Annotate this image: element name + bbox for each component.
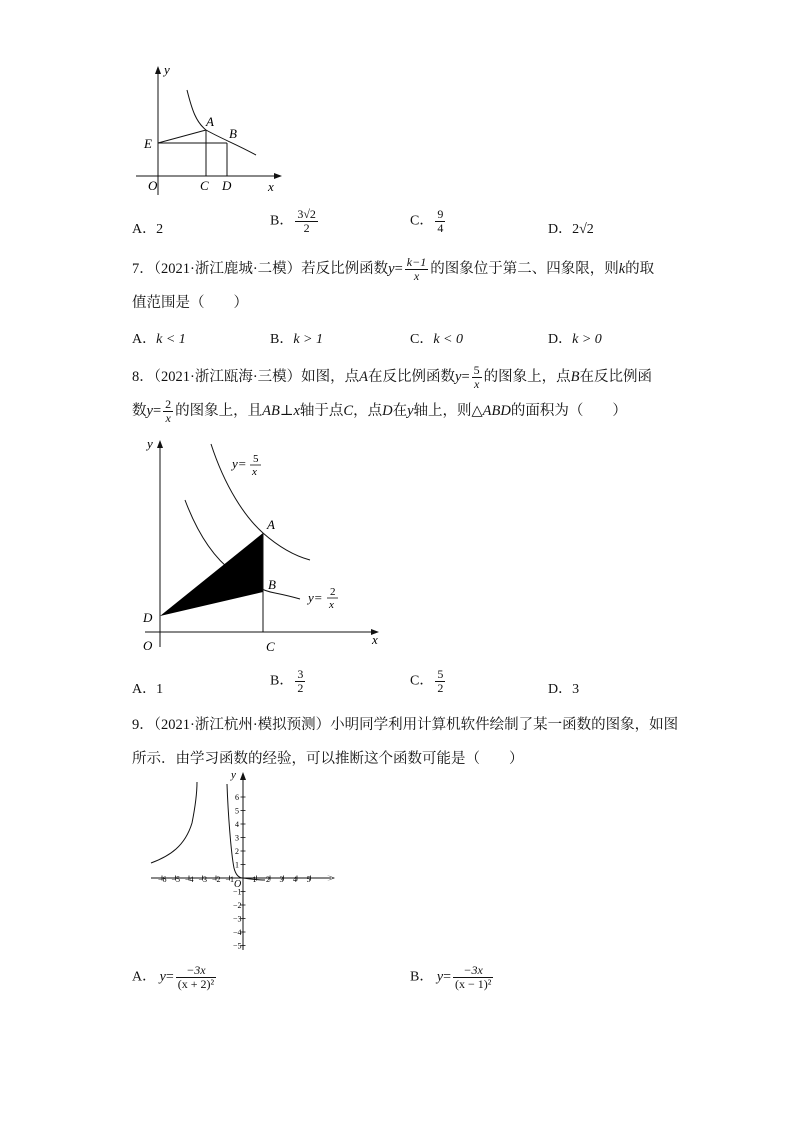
- fig6-point-a: A: [206, 114, 214, 129]
- fig6-point-c: C: [200, 178, 209, 193]
- fig6-point-d: D: [222, 178, 232, 193]
- q6-option-c[interactable]: C． $\frac{9}{4}$: [410, 207, 444, 235]
- fig8-curve2-label: y=: [308, 590, 323, 605]
- q9-option-a[interactable]: A． y= $\frac{-3x}{\text{(x + 2)²}}$: [132, 963, 215, 991]
- fig9-xtick-label: −4: [185, 875, 194, 884]
- q8-option-b[interactable]: B． $\frac{3}{2}$: [270, 667, 304, 695]
- fig8-point-c: C: [266, 639, 275, 654]
- fig6-y-label: y: [164, 62, 170, 77]
- fig9-xtick-label: −5: [171, 875, 181, 884]
- fig9-xtick-label: −3: [198, 875, 208, 884]
- fig9-ytick-label: −1: [233, 887, 242, 897]
- q6-option-a[interactable]: A．2: [132, 222, 164, 237]
- fig9-ytick-label: −4: [233, 928, 242, 937]
- q6-figure: [130, 60, 290, 200]
- fig9-xtick-label: 3: [279, 875, 284, 884]
- fig8-curve1-label: y=: [232, 456, 247, 471]
- fig9-origin: O: [234, 879, 242, 890]
- fig9-y-label: y: [231, 769, 236, 781]
- q7-option-b[interactable]: B．k > 1: [270, 332, 324, 347]
- q9-stem: 9．（2021·浙江杭州·模拟预测）小明同学利用计算机软件绘制了某一函数的图象，如图 所示．由学习函数的经验，可以推断这个函数可能是（ ）: [132, 717, 679, 767]
- q8-option-d[interactable]: D．3: [548, 682, 580, 697]
- fig9-xtick-label: 2: [266, 875, 270, 884]
- fig8-curve2-den: x: [329, 599, 334, 611]
- q6-option-d[interactable]: D．2√2: [548, 222, 594, 237]
- fig9-xtick-label: 4: [293, 875, 297, 884]
- fig9-ytick-label: 5: [235, 806, 239, 816]
- fig9-xtick-label: 5: [306, 875, 311, 884]
- fig9-xtick-label: −6: [158, 875, 167, 884]
- fig6-origin: O: [148, 178, 158, 193]
- fig8-point-b: B: [268, 577, 276, 592]
- q8-option-a[interactable]: A．1: [132, 682, 164, 697]
- fig9-ytick-label: −5: [233, 941, 242, 951]
- q7-option-c[interactable]: C．k < 0: [410, 332, 464, 347]
- fig9-ytick-label: 2: [235, 847, 239, 856]
- fig9-xtick-label: −1: [225, 875, 235, 884]
- fig9-ytick-label: −2: [233, 901, 242, 910]
- fig9-ytick-label: −3: [233, 914, 242, 924]
- fig8-origin: O: [143, 638, 153, 653]
- fig9-xtick-label: −2: [212, 875, 221, 884]
- q7-option-d[interactable]: D．k > 0: [548, 332, 602, 347]
- fig8-curve2-num: 2: [330, 586, 336, 598]
- fig6-x-label: x: [268, 179, 274, 194]
- q8-stem: 8．（2021·浙江瓯海·三模）如图，点A在反比例函数y= $\frac{5}{x}$ 的图象上，点B在反比例函 数y= $\frac{2}{x}$ 的图象上，且AB⊥x轴于点C，点D在y轴上，则△ABD的面积为（ ）: [132, 363, 652, 426]
- fig9-xtick-label: 1: [252, 875, 257, 884]
- fig8-curve1-num: 5: [253, 453, 259, 465]
- fig9-ytick-label: 3: [235, 833, 239, 843]
- q8-option-c[interactable]: C． $\frac{5}{2}$: [410, 667, 444, 695]
- q7-option-a[interactable]: A．k < 1: [132, 332, 186, 347]
- fig8-y-label: y: [147, 436, 153, 451]
- q8-figure: [135, 432, 390, 660]
- fig8-x-label: x: [372, 632, 378, 647]
- fig8-point-d: D: [143, 610, 153, 625]
- q9-figure: [145, 768, 345, 953]
- fig6-point-e: E: [144, 136, 152, 151]
- q7-stem: 7．（2021·浙江鹿城·二模）若反比例函数y= $\frac{k-1}{x}$ 的图象位于第二、四象限，则k的取 值范围是（ ）: [132, 255, 655, 311]
- q9-option-b[interactable]: B． y= $\frac{-3x}{\text{(x − 1)²}}$: [410, 963, 492, 991]
- fig9-ytick-label: 1: [235, 860, 239, 870]
- q6-option-b[interactable]: B． $\frac{3√2}{2}$: [270, 207, 316, 235]
- fig9-ytick-label: 6: [235, 793, 239, 802]
- fig9-ytick-label: 4: [235, 820, 239, 829]
- fig8-curve1-den: x: [252, 466, 257, 478]
- fig8-point-a: A: [267, 517, 275, 532]
- fig6-point-b: B: [229, 126, 237, 141]
